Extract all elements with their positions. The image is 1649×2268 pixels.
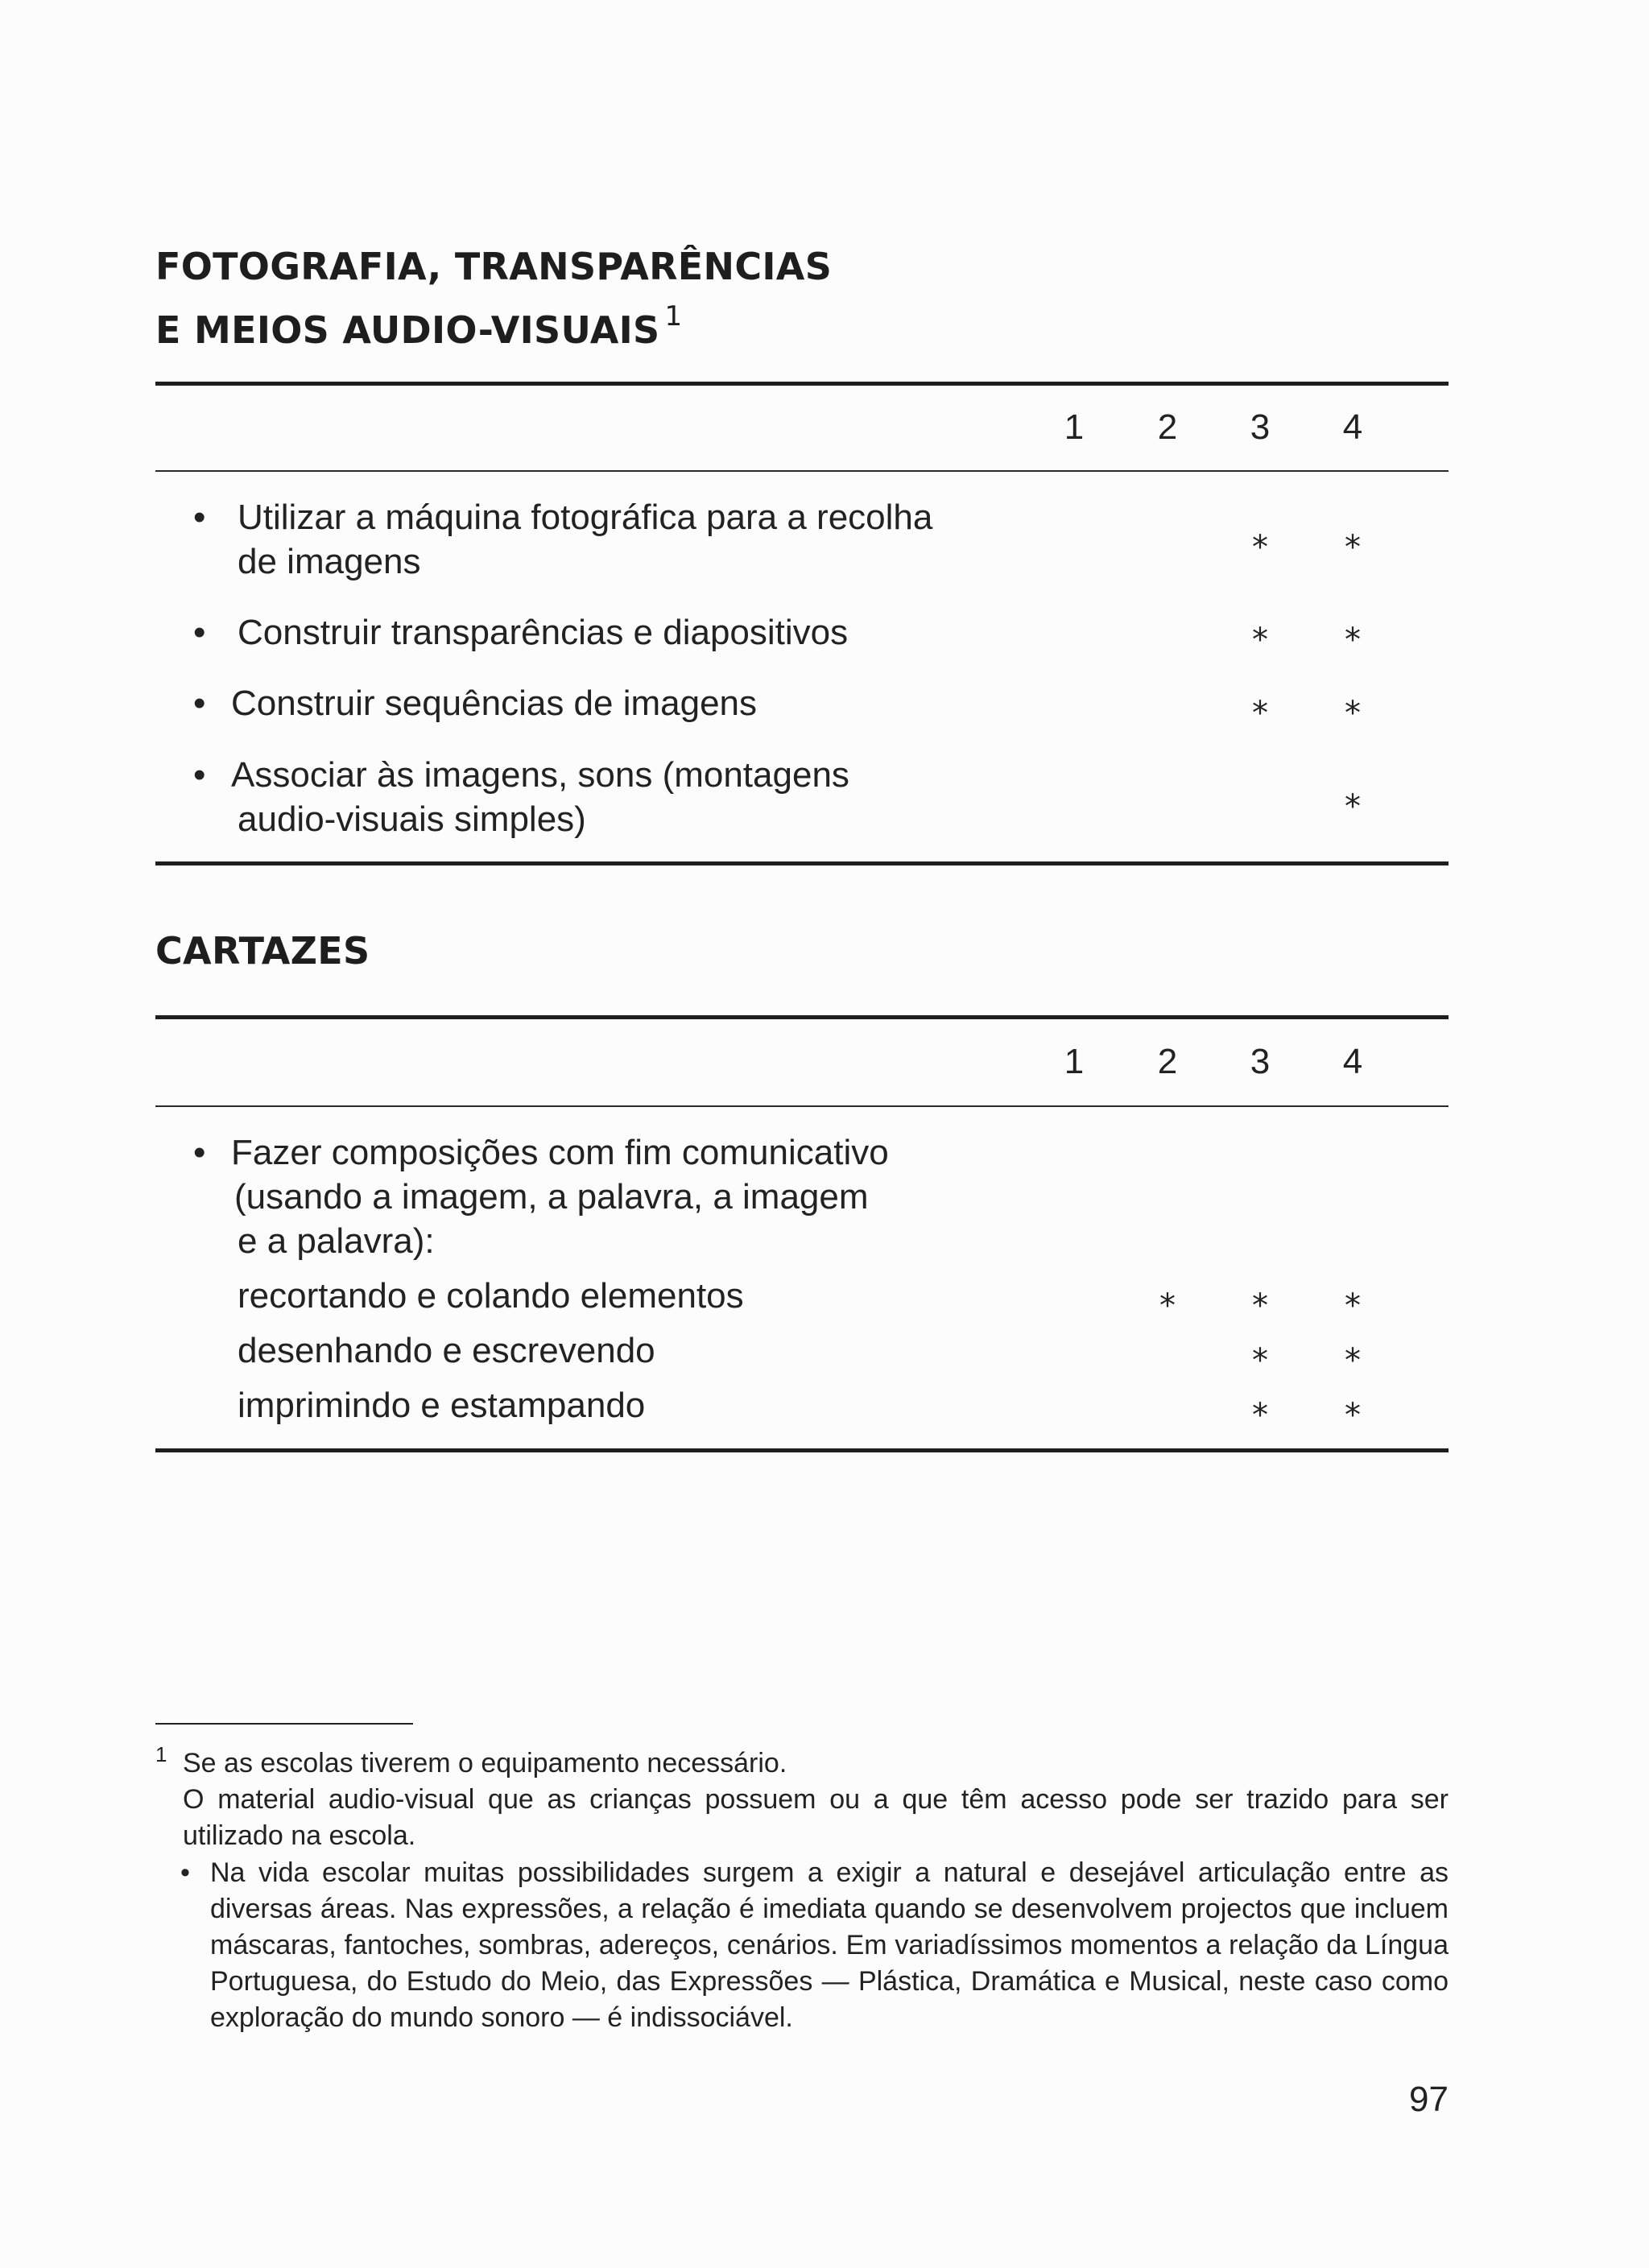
column-header-4: 4: [1342, 407, 1363, 447]
bullet: •: [193, 498, 206, 537]
mark-col3: *: [1252, 529, 1268, 566]
list-item-text: Construir sequências de imagens: [231, 684, 758, 723]
list-item-text: de imagens: [238, 542, 421, 581]
table-top-rule: [155, 1015, 1449, 1019]
mark-col3: *: [1252, 1397, 1268, 1434]
bullet: •: [180, 1857, 190, 1888]
bullet: •: [193, 755, 206, 795]
list-item-text: Associar às imagens, sons (montagens: [231, 755, 849, 795]
footnote-bullet-text: Na vida escolar muitas possibilidades surgem a exigir a natural e desejável articulação entre as diversas áreas. Nas expressões, a relação é imediata quando se desenvolvem projectos que incluem máscaras, fantoches, sombras, adereços, cenários. Em variadíssimos momentos a relação da Língua Portuguesa, do Estudo do Meio, das Expressões — Plástica, Dramática e Musical, neste caso como exploração do mundo sonoro — é indissociável.: [210, 1857, 1449, 2033]
table-top-rule: [155, 382, 1449, 386]
section-title-fotografia: [155, 242, 1449, 355]
footnote-paragraph: O material audio-visual que as crianças possuem ou a que têm acesso pode ser trazido para ser utilizado na escola.: [183, 1784, 1449, 1851]
column-header-4: 4: [1342, 1042, 1363, 1081]
bullet: •: [193, 684, 206, 723]
sub-item: imprimindo e estampando: [238, 1386, 646, 1425]
mark-col2: *: [1159, 1287, 1176, 1324]
column-header-1: 1: [1064, 407, 1085, 447]
section-title-line2: E MEIOS AUDIO-VISUAIS: [155, 308, 660, 352]
table-bottom-rule: [155, 1448, 1449, 1452]
mark-col3: *: [1252, 1342, 1268, 1379]
sub-item: recortando e colando elementos: [238, 1276, 744, 1316]
list-item-text: (usando a imagem, a palavra, a imagem: [234, 1177, 869, 1217]
mark-col3: *: [1252, 1287, 1268, 1324]
mark-col3: *: [1252, 695, 1268, 732]
mark-col4: *: [1345, 695, 1361, 732]
list-item-text: e a palavra):: [238, 1221, 435, 1261]
column-header-2: 2: [1157, 407, 1178, 447]
footnote-number: 1: [155, 1742, 167, 1766]
list-item-text: audio-visuais simples): [238, 799, 586, 839]
column-header-2: 2: [1157, 1042, 1178, 1081]
footnote-rule: [155, 1723, 413, 1725]
bullet: •: [193, 1133, 206, 1172]
mark-col4: *: [1345, 1397, 1361, 1434]
table-bottom-rule: [155, 861, 1449, 865]
page-number: 97: [1409, 2080, 1449, 2119]
section-title-cartazes: CARTAZES: [155, 929, 370, 973]
mark-col4: *: [1345, 788, 1361, 825]
mark-col4: *: [1345, 622, 1361, 659]
list-item-text: Utilizar a máquina fotográfica para a recolha: [238, 498, 933, 537]
column-header-3: 3: [1250, 1042, 1271, 1081]
list-item-text: Construir transparências e diapositivos: [238, 613, 849, 652]
footnote-line1: Se as escolas tiverem o equipamento necessário.: [183, 1748, 787, 1778]
mark-col4: *: [1345, 529, 1361, 566]
mark-col3: *: [1252, 622, 1268, 659]
table-header-rule: [155, 1105, 1449, 1107]
column-header-3: 3: [1250, 407, 1271, 447]
bullet: •: [193, 613, 206, 652]
sub-item: desenhando e escrevendo: [238, 1331, 655, 1370]
mark-col4: *: [1345, 1287, 1361, 1324]
footnote-ref: 1: [664, 300, 683, 333]
section-title-line1: FOTOGRAFIA, TRANSPARÊNCIAS: [155, 245, 833, 288]
column-header-1: 1: [1064, 1042, 1085, 1081]
table-header-rule: [155, 470, 1449, 472]
list-item-text: Fazer composições com fim comunicativo: [231, 1133, 889, 1172]
mark-col4: *: [1345, 1342, 1361, 1379]
